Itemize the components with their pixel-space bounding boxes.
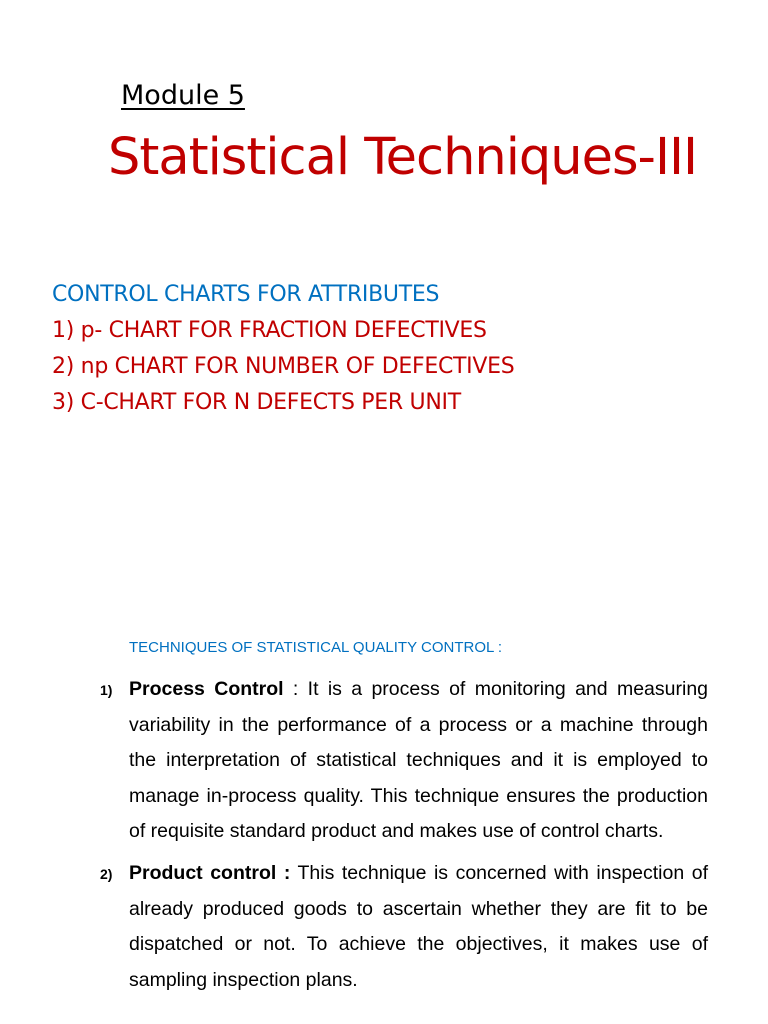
list-number: 2) xyxy=(100,865,113,882)
technique-term: Product control : xyxy=(129,861,291,884)
technique-item-product-control xyxy=(100,856,708,998)
technique-description: : It is a process of monitoring and measuring variability in the performance of a process or a machine through the interpretation of statistical techniques and it is employed to manage in-process quality. This technique ensures the production of requisite standard product and makes use of control charts. xyxy=(129,678,709,843)
control-charts-heading: CONTROL CHARTS FOR ATTRIBUTES xyxy=(52,282,440,307)
control-charts-list xyxy=(52,277,514,421)
technique-description: This technique is concerned with inspection of already produced goods to ascertain whether they are fit to be dispatched or not. To achieve the objectives, it makes use of sampling inspection plans. xyxy=(129,861,708,991)
sqc-techniques-list xyxy=(100,672,709,1004)
page-title: Statistical Techniques-III xyxy=(108,128,698,187)
sqc-techniques-heading: TECHNIQUES OF STATISTICAL QUALITY CONTROL : xyxy=(129,639,503,656)
chart-item-np-chart: 2) np CHART FOR NUMBER OF DEFECTIVES xyxy=(52,354,515,379)
list-number: 1) xyxy=(100,682,113,698)
technique-term: Process Control xyxy=(129,678,284,700)
chart-item-c-chart: 3) C-CHART FOR N DEFECTS PER UNIT xyxy=(52,390,461,415)
chart-item-p-chart: 1) p- CHART FOR FRACTION DEFECTIVES xyxy=(52,318,487,343)
module-label: Module 5 xyxy=(121,80,245,111)
technique-item-process-control xyxy=(100,672,709,850)
